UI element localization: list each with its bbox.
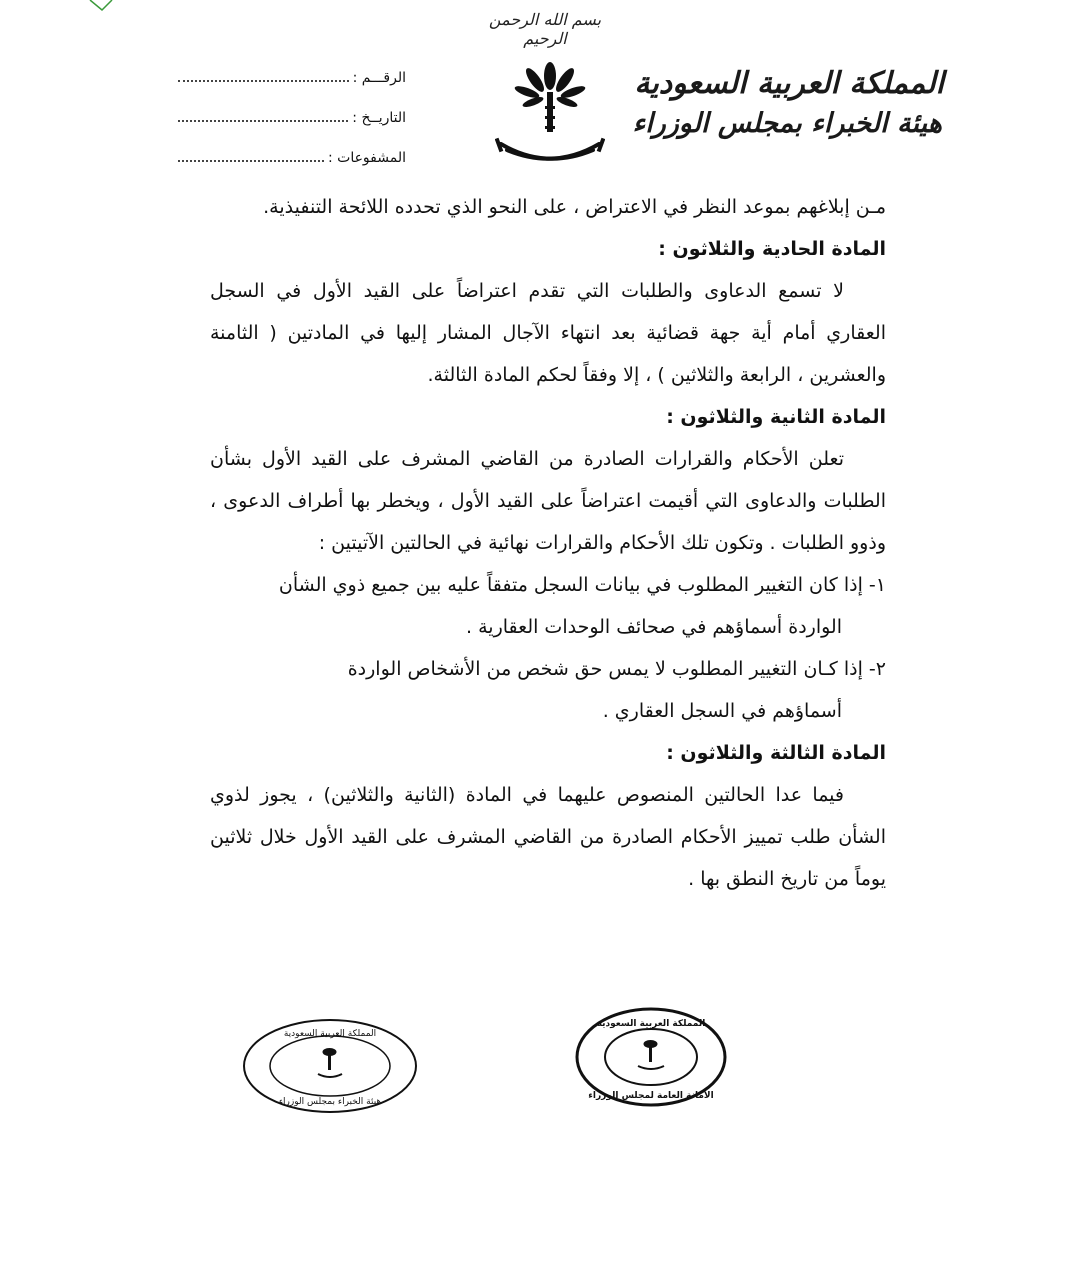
number-dots (178, 68, 349, 82)
article-31-heading: المادة الحادية والثلاثون : (658, 238, 886, 260)
document-body (210, 186, 886, 900)
number-label: الرقـــم : (352, 70, 406, 86)
article-33-heading: المادة الثالثة والثلاثون : (666, 742, 886, 764)
item-2-line-2: أسماؤهم في السجل العقاري . (602, 700, 842, 722)
date-dots (178, 108, 348, 122)
cabinet-secretariat-stamp (574, 1006, 728, 1108)
corner-mark-icon (88, 0, 114, 12)
palm-swords-emblem-icon (495, 58, 605, 176)
right-stamp-top-text: المملكة العربية السعودية (596, 1019, 706, 1029)
right-stamp-bottom-text: الأمانة العامة لمجلس الوزراء (588, 1091, 714, 1101)
item-1-line-1: إذا كان التغيير المطلوب في بيانات السجل متفقاً عليه بين جميع ذوي الشأن (278, 574, 863, 596)
item-1-line-2: الواردة أسماؤهم في صحائف الوحدات العقارية . (466, 616, 842, 638)
list-item (210, 564, 886, 648)
authority-title: هيئة الخبراء بمجلس الوزراء (632, 108, 942, 139)
kingdom-title: المملكة العربية السعودية (634, 66, 944, 101)
date-label: التاريــخ : (352, 110, 406, 126)
attachments-dots (178, 148, 324, 162)
left-stamp-top-text: المملكة العربية السعودية (283, 1029, 377, 1039)
attachments-field (178, 148, 406, 166)
date-field (178, 108, 406, 126)
list-item (210, 648, 886, 732)
basmala-calligraphy: بسم الله الرحمن الرحيم (488, 10, 602, 48)
item-1-number: ١- (868, 574, 886, 596)
article-33-text: فيما عدا الحالتين المنصوص عليهما في المادة (الثانية والثلاثين) ، يجوز لذوي الشأن طلب تمييز الأحكام الصادرة من القاضي المشرف على القيد الأول خلال ثلاثين يوماً من تاريخ النطق بها . (210, 784, 886, 890)
intro-paragraph: مـن إبلاغهم بموعد النظر في الاعتراض ، على النحو الذي تحدده اللائحة التنفيذية. (263, 196, 886, 218)
article-32-text: تعلن الأحكام والقرارات الصادرة من القاضي المشرف على القيد الأول بشأن الطلبات والدعاوى التي أقيمت اعتراضاً على القيد الأول ، ويخطر بها أطراف الدعوى ، وذوو الطلبات . وتكون تلك الأحكام والقرارات نهائية في الحالتين الآتيتين : (210, 448, 886, 554)
item-2-number: ٢- (868, 658, 886, 680)
article-32-heading: المادة الثانية والثلاثون : (666, 406, 886, 428)
experts-authority-stamp (240, 1016, 420, 1116)
number-field (178, 68, 406, 86)
attachments-label: المشفوعات : (327, 150, 406, 166)
item-2-line-1: إذا كـان التغيير المطلوب لا يمس حق شخص من الأشخاص الواردة (347, 658, 863, 680)
left-stamp-bottom-text: هيئة الخبراء بمجلس الوزراء (278, 1097, 382, 1107)
article-31-text: لا تسمع الدعاوى والطلبات التي تقدم اعتراضاً على القيد الأول في السجل العقاري أمام أية جهة قضائية بعد انتهاء الآجال المشار إليها في المادتين ( الثامنة والعشرين ، الرابعة والثلاثين ) ، إلا وفقاً لحكم المادة الثالثة. (210, 280, 886, 386)
